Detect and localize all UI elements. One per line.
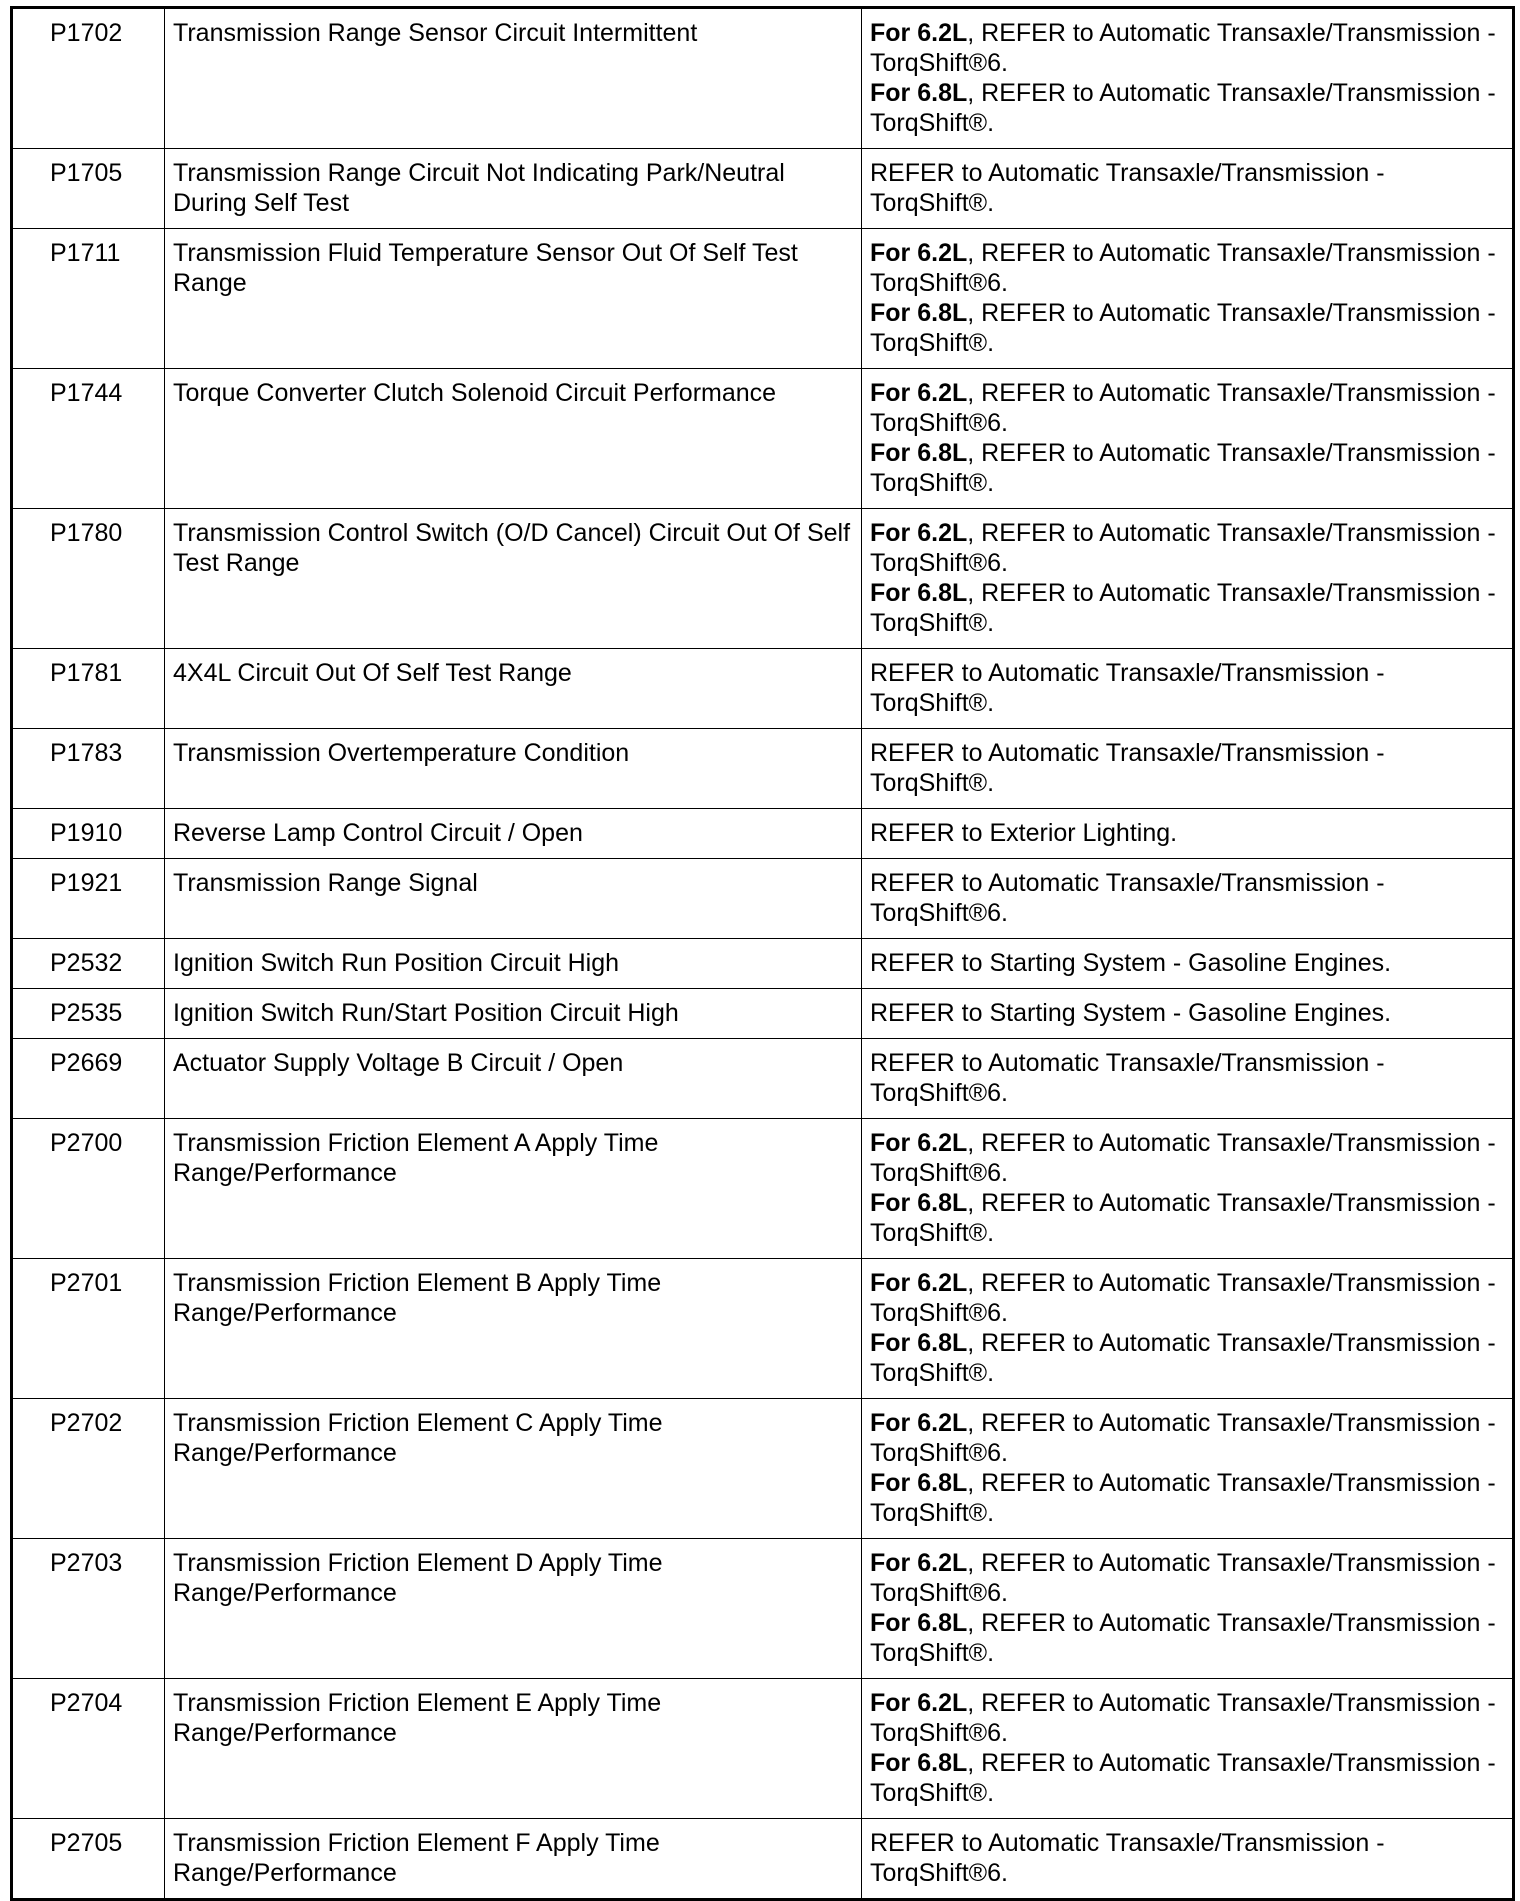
engine-variant-label: For 6.8L	[870, 299, 968, 327]
action-text: , REFER to Automatic Transaxle/Transmission - TorqShift®.	[870, 1329, 1496, 1387]
dtc-table	[10, 6, 1515, 1901]
dtc-code: P2532	[12, 939, 165, 989]
action-text: , REFER to Automatic Transaxle/Transmission - TorqShift®6.	[870, 1129, 1496, 1187]
dtc-code: P2704	[12, 1679, 165, 1819]
dtc-description: Transmission Friction Element F Apply Time Range/Performance	[165, 1819, 862, 1900]
dtc-description: Transmission Friction Element B Apply Time Range/Performance	[165, 1259, 862, 1399]
dtc-action	[862, 509, 1514, 649]
action-line	[870, 1608, 1508, 1668]
engine-variant-label: For 6.2L	[870, 239, 968, 267]
dtc-code: P1744	[12, 369, 165, 509]
dtc-action	[862, 1819, 1514, 1900]
action-text: , REFER to Automatic Transaxle/Transmission - TorqShift®6.	[870, 239, 1496, 297]
action-text: , REFER to Automatic Transaxle/Transmission - TorqShift®6.	[870, 1689, 1496, 1747]
dtc-description: Transmission Friction Element E Apply Time Range/Performance	[165, 1679, 862, 1819]
action-text: , REFER to Automatic Transaxle/Transmission - TorqShift®.	[870, 1609, 1496, 1667]
dtc-action	[862, 369, 1514, 509]
table-row	[12, 1539, 1514, 1679]
dtc-description: Actuator Supply Voltage B Circuit / Open	[165, 1039, 862, 1119]
engine-variant-label: For 6.8L	[870, 1749, 968, 1777]
action-line	[870, 18, 1508, 78]
table-row	[12, 1819, 1514, 1900]
dtc-description: Transmission Friction Element C Apply Time Range/Performance	[165, 1399, 862, 1539]
action-text: REFER to Automatic Transaxle/Transmission - TorqShift®6.	[870, 1829, 1385, 1887]
action-line	[870, 1268, 1508, 1328]
action-text: REFER to Starting System - Gasoline Engines.	[870, 949, 1392, 977]
dtc-code: P2535	[12, 989, 165, 1039]
dtc-action	[862, 1399, 1514, 1539]
engine-variant-label: For 6.2L	[870, 19, 968, 47]
action-text: , REFER to Automatic Transaxle/Transmission - TorqShift®6.	[870, 1549, 1496, 1607]
action-line	[870, 948, 1508, 978]
dtc-description: Transmission Range Sensor Circuit Intermittent	[165, 8, 862, 149]
dtc-description: Transmission Overtemperature Condition	[165, 729, 862, 809]
dtc-code: P1783	[12, 729, 165, 809]
dtc-description: Transmission Friction Element A Apply Time Range/Performance	[165, 1119, 862, 1259]
action-line	[870, 518, 1508, 578]
action-line	[870, 78, 1508, 138]
action-text: , REFER to Automatic Transaxle/Transmission - TorqShift®.	[870, 579, 1496, 637]
dtc-action	[862, 859, 1514, 939]
dtc-description: Transmission Range Circuit Not Indicating Park/Neutral During Self Test	[165, 149, 862, 229]
table-row	[12, 649, 1514, 729]
action-line	[870, 1408, 1508, 1468]
dtc-action	[862, 1259, 1514, 1399]
action-line	[870, 298, 1508, 358]
action-text: , REFER to Automatic Transaxle/Transmission - TorqShift®.	[870, 79, 1496, 137]
dtc-code: P1910	[12, 809, 165, 859]
action-text: REFER to Starting System - Gasoline Engines.	[870, 999, 1392, 1027]
engine-variant-label: For 6.2L	[870, 1409, 968, 1437]
dtc-action	[862, 989, 1514, 1039]
action-text: REFER to Automatic Transaxle/Transmission - TorqShift®.	[870, 739, 1385, 797]
dtc-action	[862, 939, 1514, 989]
action-text: , REFER to Automatic Transaxle/Transmission - TorqShift®6.	[870, 19, 1496, 77]
dtc-action	[862, 649, 1514, 729]
dtc-description: Torque Converter Clutch Solenoid Circuit Performance	[165, 369, 862, 509]
table-row	[12, 229, 1514, 369]
dtc-code: P2669	[12, 1039, 165, 1119]
action-text: REFER to Automatic Transaxle/Transmission - TorqShift®6.	[870, 1049, 1385, 1107]
dtc-description: Transmission Range Signal	[165, 859, 862, 939]
action-line	[870, 438, 1508, 498]
dtc-description: Ignition Switch Run Position Circuit High	[165, 939, 862, 989]
dtc-description: Ignition Switch Run/Start Position Circuit High	[165, 989, 862, 1039]
action-line	[870, 658, 1508, 718]
dtc-code: P1705	[12, 149, 165, 229]
dtc-code: P1711	[12, 229, 165, 369]
action-text: , REFER to Automatic Transaxle/Transmission - TorqShift®.	[870, 299, 1496, 357]
table-row	[12, 989, 1514, 1039]
table-row	[12, 369, 1514, 509]
action-line	[870, 1688, 1508, 1748]
action-line	[870, 1188, 1508, 1248]
engine-variant-label: For 6.8L	[870, 1329, 968, 1357]
table-row	[12, 1119, 1514, 1259]
engine-variant-label: For 6.8L	[870, 1469, 968, 1497]
engine-variant-label: For 6.8L	[870, 439, 968, 467]
dtc-action	[862, 149, 1514, 229]
action-line	[870, 1468, 1508, 1528]
table-row	[12, 1679, 1514, 1819]
action-line	[870, 868, 1508, 928]
table-row	[12, 809, 1514, 859]
table-row	[12, 8, 1514, 149]
action-text: REFER to Automatic Transaxle/Transmission - TorqShift®.	[870, 159, 1385, 217]
dtc-action	[862, 1119, 1514, 1259]
action-line	[870, 578, 1508, 638]
dtc-code: P1702	[12, 8, 165, 149]
action-line	[870, 1128, 1508, 1188]
action-text: , REFER to Automatic Transaxle/Transmission - TorqShift®.	[870, 1469, 1496, 1527]
dtc-description: Transmission Control Switch (O/D Cancel) Circuit Out Of Self Test Range	[165, 509, 862, 649]
engine-variant-label: For 6.8L	[870, 79, 968, 107]
action-text: , REFER to Automatic Transaxle/Transmission - TorqShift®.	[870, 1749, 1496, 1807]
action-line	[870, 378, 1508, 438]
table-row	[12, 859, 1514, 939]
table-row	[12, 1259, 1514, 1399]
dtc-action	[862, 1039, 1514, 1119]
action-line	[870, 158, 1508, 218]
dtc-code: P2702	[12, 1399, 165, 1539]
engine-variant-label: For 6.2L	[870, 519, 968, 547]
dtc-description: 4X4L Circuit Out Of Self Test Range	[165, 649, 862, 729]
dtc-code: P2703	[12, 1539, 165, 1679]
table-row	[12, 509, 1514, 649]
action-text: , REFER to Automatic Transaxle/Transmission - TorqShift®6.	[870, 1269, 1496, 1327]
action-text: REFER to Exterior Lighting.	[870, 819, 1178, 847]
action-line	[870, 818, 1508, 848]
dtc-action	[862, 809, 1514, 859]
action-line	[870, 1328, 1508, 1388]
dtc-code: P1781	[12, 649, 165, 729]
action-line	[870, 238, 1508, 298]
action-text: , REFER to Automatic Transaxle/Transmission - TorqShift®6.	[870, 519, 1496, 577]
table-row	[12, 1039, 1514, 1119]
dtc-action	[862, 729, 1514, 809]
action-line	[870, 1828, 1508, 1888]
dtc-code: P1921	[12, 859, 165, 939]
table-row	[12, 939, 1514, 989]
dtc-description: Transmission Fluid Temperature Sensor Out Of Self Test Range	[165, 229, 862, 369]
table-row	[12, 1399, 1514, 1539]
dtc-code: P2701	[12, 1259, 165, 1399]
action-text: , REFER to Automatic Transaxle/Transmission - TorqShift®6.	[870, 379, 1496, 437]
action-line	[870, 1748, 1508, 1808]
action-line	[870, 1548, 1508, 1608]
table-row	[12, 729, 1514, 809]
action-line	[870, 998, 1508, 1028]
engine-variant-label: For 6.8L	[870, 1609, 968, 1637]
action-text: REFER to Automatic Transaxle/Transmission - TorqShift®.	[870, 659, 1385, 717]
dtc-table-body	[12, 8, 1514, 1900]
action-text: , REFER to Automatic Transaxle/Transmission - TorqShift®.	[870, 439, 1496, 497]
dtc-code: P2700	[12, 1119, 165, 1259]
engine-variant-label: For 6.2L	[870, 379, 968, 407]
dtc-action	[862, 229, 1514, 369]
engine-variant-label: For 6.2L	[870, 1689, 968, 1717]
action-text: , REFER to Automatic Transaxle/Transmission - TorqShift®.	[870, 1189, 1496, 1247]
engine-variant-label: For 6.2L	[870, 1269, 968, 1297]
dtc-action	[862, 8, 1514, 149]
dtc-code: P1780	[12, 509, 165, 649]
action-line	[870, 738, 1508, 798]
dtc-description: Transmission Friction Element D Apply Time Range/Performance	[165, 1539, 862, 1679]
engine-variant-label: For 6.2L	[870, 1549, 968, 1577]
action-text: REFER to Automatic Transaxle/Transmission - TorqShift®6.	[870, 869, 1385, 927]
action-text: , REFER to Automatic Transaxle/Transmission - TorqShift®6.	[870, 1409, 1496, 1467]
dtc-action	[862, 1679, 1514, 1819]
dtc-action	[862, 1539, 1514, 1679]
dtc-description: Reverse Lamp Control Circuit / Open	[165, 809, 862, 859]
table-row	[12, 149, 1514, 229]
dtc-code: P2705	[12, 1819, 165, 1900]
engine-variant-label: For 6.2L	[870, 1129, 968, 1157]
action-line	[870, 1048, 1508, 1108]
engine-variant-label: For 6.8L	[870, 579, 968, 607]
engine-variant-label: For 6.8L	[870, 1189, 968, 1217]
